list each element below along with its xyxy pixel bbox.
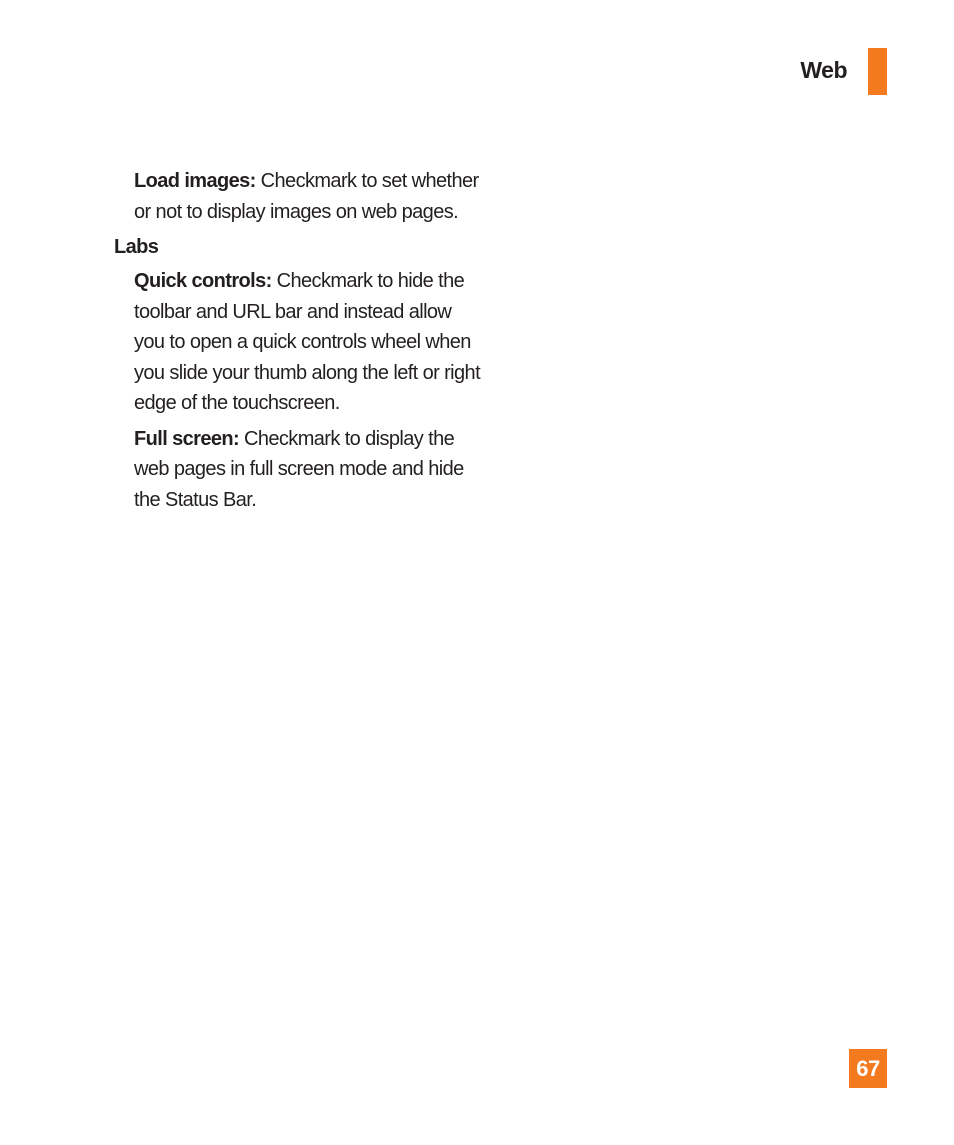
setting-load-images: [134, 166, 484, 227]
setting-term: Quick controls:: [134, 270, 272, 292]
setting-term: Load images:: [134, 170, 256, 192]
setting-term: Full screen:: [134, 427, 240, 450]
setting-quick-controls: [134, 266, 484, 419]
section-title: Web: [800, 57, 847, 83]
setting-description: Checkmark to display the web pages in full screen mode and hide the Status Bar.: [134, 427, 464, 511]
setting-full-screen: [134, 424, 484, 516]
page-content: [114, 166, 484, 520]
setting-description: Checkmark to set whether or not to display images on web pages.: [134, 170, 479, 223]
section-heading-labs: Labs: [114, 236, 159, 258]
page-number: 67: [849, 1049, 887, 1088]
setting-description: Checkmark to hide the toolbar and URL bar and instead allow you to open a quick controls wheel when you slide your thumb along the left or right edge of the touchscreen.: [134, 270, 481, 414]
section-tab-marker: [868, 48, 887, 95]
